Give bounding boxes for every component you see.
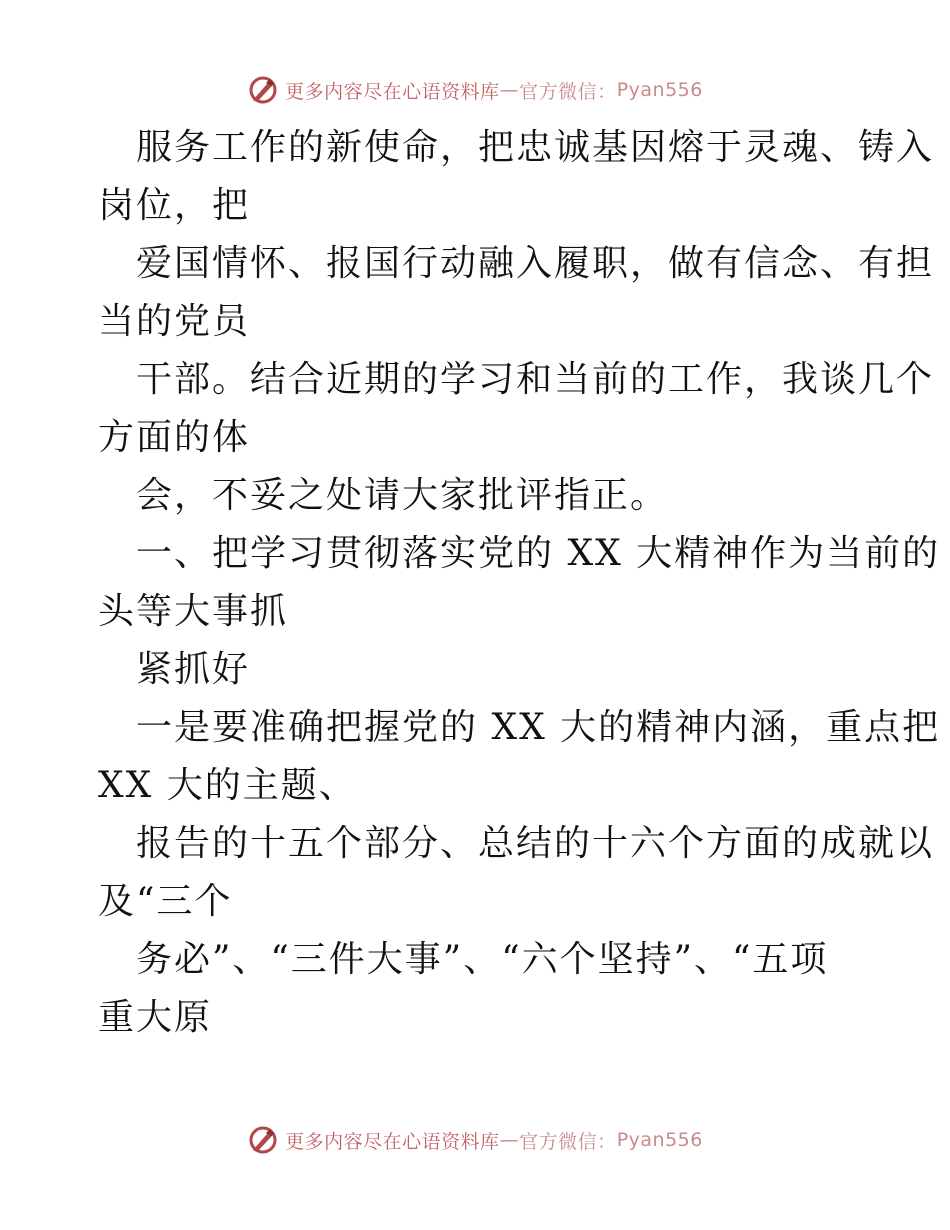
watermark-separator: — (499, 1129, 520, 1151)
pen-logo-icon (247, 74, 279, 106)
body-line: 岗位，把 (98, 185, 251, 226)
body-line: 务必”、“三件大事”、“六个坚持”、“五项 (136, 939, 829, 980)
body-line: 报告的十五个部分、总结的十六个方面的成就以 (136, 823, 935, 864)
footer-watermark (0, 1120, 950, 1160)
header-watermark (0, 70, 950, 110)
pen-logo-icon (247, 1124, 279, 1156)
watermark-main-text: 更多内容尽在心语资料库 (285, 80, 500, 103)
body-line: XX 大的主题、 (98, 765, 357, 806)
watermark-separator: — (499, 79, 520, 101)
body-line: 干部。结合近期的学习和当前的工作，我谈几个 (136, 359, 935, 400)
body-line: 当的党员 (98, 301, 251, 342)
body-line: 服务工作的新使命，把忠诚基因熔于灵魂、铸入 (136, 127, 935, 168)
document-body (98, 119, 941, 1047)
body-line: 会，不妥之处请大家批评指正。 (136, 475, 669, 516)
section-heading-line: 头等大事抓 (98, 591, 289, 632)
body-line: 方面的体 (98, 417, 251, 458)
watermark-wechat-label: 官方微信： (519, 80, 617, 103)
section-heading-line: 一、把学习贯彻落实党的 XX 大精神作为当前的 (136, 533, 941, 574)
watermark-wechat-id: Pyan556 (616, 1129, 703, 1151)
watermark-main-text: 更多内容尽在心语资料库 (285, 1130, 500, 1153)
watermark-wechat-label: 官方微信： (519, 1130, 617, 1153)
watermark-wechat-id: Pyan556 (616, 79, 703, 101)
body-line: 一是要准确把握党的 XX 大的精神内涵，重点把 (136, 707, 941, 748)
section-heading-line: 紧抓好 (136, 649, 251, 690)
body-line: 及“三个 (98, 881, 233, 922)
body-line: 爱国情怀、报国行动融入履职，做有信念、有担 (136, 243, 935, 284)
body-line: 重大原 (98, 997, 213, 1038)
